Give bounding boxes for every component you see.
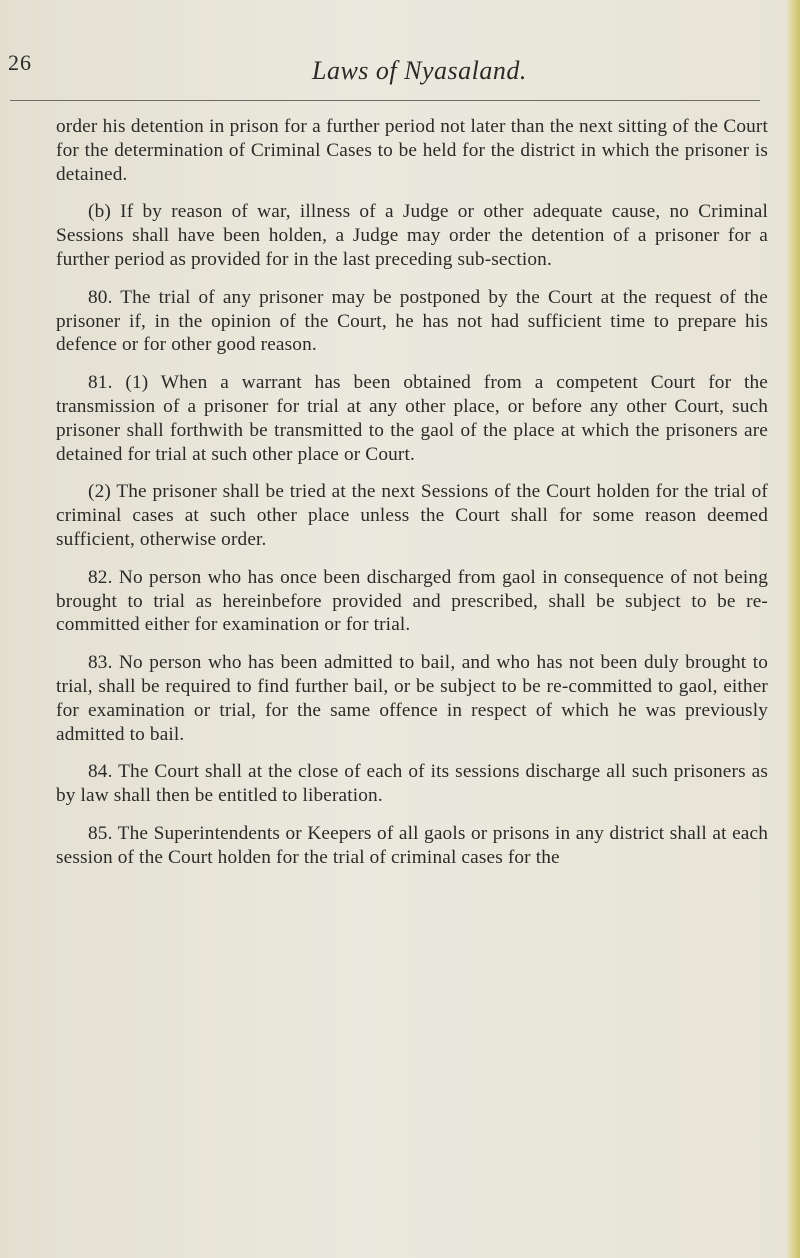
section-84: 84. The Court shall at the close of each of its sessions discharge all such prisoners as by law shall then be entitled to liberation. (56, 761, 768, 807)
page-edge (786, 0, 800, 1258)
paragraph-79a-continuation: order his detention in prison for a further period not later than the next sitting of the Court for the determination of Criminal Cases to be held for the district in which the prisoner is detained. (56, 116, 768, 185)
section-85: 85. The Superintendents or Keepers of all gaols or prisons in any district shall at each session of the Court holden for the trial of criminal cases for the (56, 822, 768, 868)
body-text (56, 115, 768, 870)
paragraph-79b: (b) If by reason of war, illness of a Judge or other adequate cause, no Criminal Sessions shall have been holden, a Judge may order the detention of a prisoner for a further period as provided for in the last preceding sub-section. (56, 201, 768, 270)
section-81-1: 81. (1) When a warrant has been obtained from a competent Court for the transmission of a prisoner for trial at any other place, or before any other Court, such prisoner shall forthwith be transmitted to the gaol of the place at which the prisoners are detained for trial at such other place or Court. (56, 372, 768, 465)
section-80: 80. The trial of any prisoner may be postponed by the Court at the request of the prisoner if, in the opinion of the Court, he has not had sufficient time to prepare his defence or for other good reason. (56, 286, 768, 356)
section-83: 83. No person who has been admitted to bail, and who has not been duly brought to trial, shall be required to find further bail, or be subject to be re-committed to gaol, either for examination or trial, for the same offence in respect of which he was previously admitted to bail. (56, 652, 768, 745)
section-82: 82. No person who has once been discharged from gaol in consequence of not being brought to trial as hereinbefore provided and prescribed, shall be subject to be re-committed either for examination or for trial. (56, 566, 768, 636)
page-number: 26 (8, 50, 32, 75)
section-81-2: (2) The prisoner shall be tried at the next Sessions of the Court holden for the trial of criminal cases at such other place unless the Court shall for some reason deemed sufficient, otherwise order. (56, 481, 768, 550)
header-rule (10, 100, 760, 101)
running-head: Laws of Nyasaland. (312, 56, 527, 85)
